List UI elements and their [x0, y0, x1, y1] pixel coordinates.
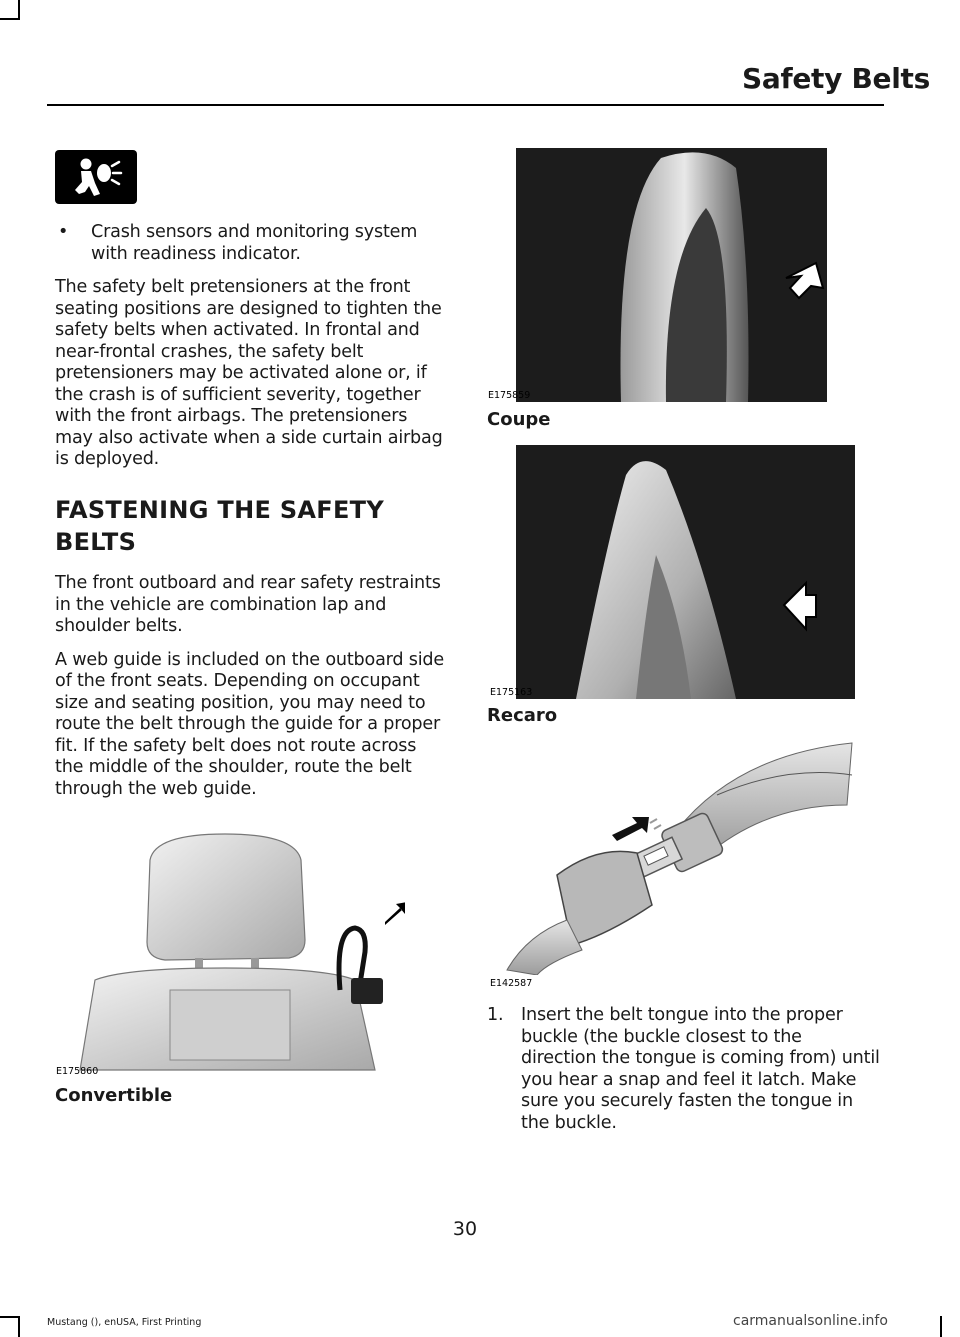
paragraph: The safety belt pretensioners at the front seating positions are designed to tighten the safety belts when activated. In frontal and near-frontal crashes, the safety belt pretensioners may be activated alone or, if the crash is of sufficient severity, together with the front airbags. The pretensioners may also activate when a side curtain airbag is deployed.: [55, 277, 443, 469]
section-heading-line: FASTENING THE SAFETY: [55, 496, 385, 524]
buckle-illustration: [487, 735, 855, 975]
figure-code: E142587: [490, 978, 533, 989]
figure-code: E175859: [488, 390, 531, 401]
convertible-seat-illustration: [55, 830, 405, 1075]
recaro-seat-illustration: [516, 445, 855, 699]
step-text: Insert the belt tongue into the proper buckle (the buckle closest to the direction the tongue is coming from) until you hear a snap and feel it latch. Make sure you securely fasten the tongue in the buckle.: [521, 1005, 880, 1133]
crop-mark: [18, 1316, 20, 1337]
section-heading: [55, 494, 447, 558]
crop-mark: [18, 0, 20, 20]
coupe-seat-illustration: [516, 148, 827, 402]
crop-mark: [940, 1316, 942, 1337]
instruction-list: [487, 1005, 882, 1134]
crop-mark: [0, 1316, 18, 1318]
left-column-body: [55, 573, 447, 812]
figure-code: E175163: [490, 687, 533, 698]
crop-mark: [0, 18, 18, 20]
figure-code: E175860: [56, 1066, 99, 1077]
paragraph: The front outboard and rear safety restraints in the vehicle are combination lap and shoulder belts.: [55, 573, 441, 636]
header-rule: [47, 104, 884, 106]
watermark[interactable]: carmanualsonline.info: [733, 1313, 888, 1329]
page-number: 30: [452, 1218, 478, 1240]
bullet-mark: •: [58, 222, 69, 242]
figure-caption: Convertible: [55, 1085, 173, 1106]
step-number: 1.: [487, 1005, 504, 1025]
list-item: [487, 1005, 882, 1134]
airbag-warning-icon: [55, 150, 137, 204]
figure-caption: Coupe: [487, 409, 551, 430]
edition-footer: Mustang (), enUSA, First Printing: [47, 1317, 202, 1328]
figure-caption: Recaro: [487, 705, 558, 726]
section-heading-line: BELTS: [55, 528, 137, 556]
bullet-text: Crash sensors and monitoring system with readiness indicator.: [91, 222, 418, 264]
left-column: [55, 222, 447, 483]
paragraph: A web guide is included on the outboard side of the front seats. Depending on occupant size and seating position, you may need to route the belt through the guide for a proper fit. If the safety belt does not route across the middle of the shoulder, route the belt through the web guide.: [55, 649, 444, 799]
page-title: Safety Belts: [742, 62, 930, 95]
list-item: [55, 222, 447, 265]
